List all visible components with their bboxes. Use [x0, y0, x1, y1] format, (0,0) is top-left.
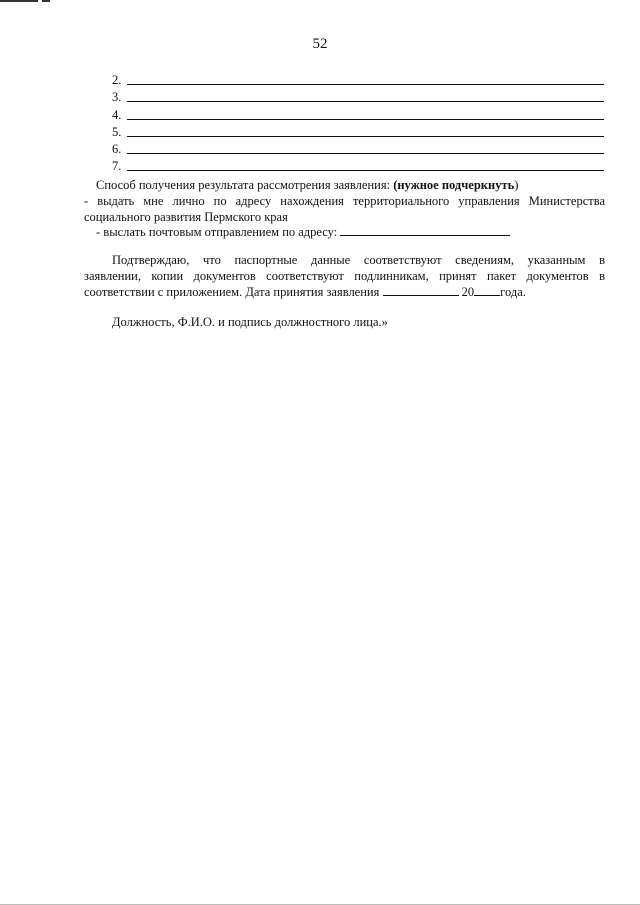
address-blank-line — [340, 224, 510, 236]
option-mail-label: - выслать почтовым отправлением по адресу: — [96, 225, 341, 239]
scan-corner-mark — [0, 0, 38, 2]
year-suffix: года. — [500, 285, 526, 299]
list-item — [112, 104, 604, 121]
confirmation-line-2: заявлении, копии документов соответствуют подлинникам, принят пакет документов в — [84, 269, 605, 283]
list-item-number: 2. — [112, 73, 122, 88]
list-item — [112, 70, 604, 87]
page-number: 52 — [312, 36, 328, 52]
year-prefix: 20 — [458, 285, 475, 299]
delivery-method-instruction: (нужное подчеркнуть — [393, 178, 515, 192]
date-blank-line — [383, 284, 459, 296]
confirmation-paragraph — [84, 252, 605, 300]
blank-line — [127, 73, 604, 85]
list-item — [112, 87, 604, 104]
acceptance-date-label: соответствии с приложением. Дата принятия заявления — [84, 285, 383, 299]
list-item-number: 5. — [112, 124, 122, 139]
blank-line — [127, 108, 604, 120]
numbered-blank-list — [112, 70, 604, 173]
delivery-method-label: Способ получения результата рассмотрения заявления: — [96, 178, 394, 192]
list-item — [112, 122, 604, 139]
list-item-number: 3. — [112, 90, 122, 105]
blank-line — [127, 125, 604, 137]
blank-line — [127, 159, 604, 171]
list-item-number: 7. — [112, 159, 122, 174]
blank-line — [127, 142, 604, 154]
delivery-method-title — [96, 177, 606, 193]
official-signature-line: Должность, Ф.И.О. и подпись должностного лица.» — [112, 315, 388, 329]
confirmation-line-1: Подтверждаю, что паспортные данные соответствуют сведениям, указанным в — [112, 253, 605, 267]
blank-line — [127, 90, 604, 102]
delivery-option-in-person — [84, 193, 605, 225]
list-item — [112, 139, 604, 156]
year-blank-line — [474, 284, 500, 296]
list-item-number: 4. — [112, 107, 122, 122]
closing-paren: ) — [514, 178, 519, 192]
delivery-option-mail — [96, 224, 606, 240]
option-in-person-line-2: социального развития Пермского края — [84, 210, 288, 224]
option-in-person-line-1: - выдать мне лично по адресу нахождения территориального управления Министерства — [84, 194, 605, 208]
confirmation-line-3 — [84, 285, 526, 299]
list-item — [112, 156, 604, 173]
scan-corner-mark — [42, 0, 50, 2]
list-item-number: 6. — [112, 141, 122, 156]
